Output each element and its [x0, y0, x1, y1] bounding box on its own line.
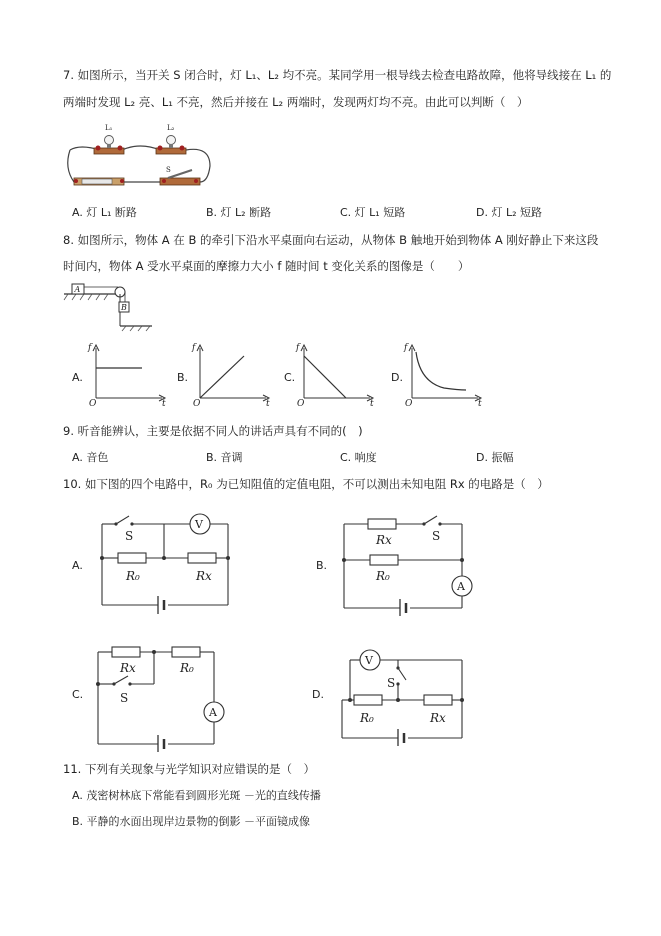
q10-d-rx: Rx [430, 711, 446, 725]
q8-graph-c-curve [304, 356, 346, 398]
q8-graph-c-o: O [297, 399, 305, 409]
q9-option-d[interactable]: D. 振幅 [476, 451, 514, 464]
q8-graph-b-label[interactable]: B. [177, 371, 189, 384]
q11-stem: 11. 下列有关现象与光学知识对应错误的是（ ） [63, 762, 315, 776]
q10-d-r0: R₀ [360, 711, 374, 725]
q11-option-a[interactable]: A. 茂密树林底下常能看到圆形光斑 －光的直线传播 [72, 789, 321, 802]
q8-graph-a[interactable] [88, 342, 168, 409]
q8-graph-d-t: t [478, 399, 482, 409]
q7-fig-switch-label: S [166, 166, 171, 174]
q10-b-meter: A [457, 580, 465, 593]
q8-graph-a-t: t [162, 399, 166, 409]
q10-circuit-d[interactable] [336, 640, 476, 750]
q9-option-c[interactable]: C. 响度 [340, 451, 377, 464]
q10-circuit-c[interactable] [92, 640, 242, 752]
q8-graph-c-t: t [370, 399, 374, 409]
q7-stem-line2: 两端时发现 L₂ 亮、L₁ 不亮，然后并接在 L₂ 两端时，发现两灯均不亮。由此可以判断（ ） [63, 95, 529, 109]
q11-option-b[interactable]: B. 平静的水面出现岸边景物的倒影 －平面镜成像 [72, 815, 311, 828]
q8-graph-d-curve [416, 352, 466, 390]
q8-graph-d-label[interactable]: D. [391, 371, 403, 384]
q8-fig-block-b: B [121, 303, 127, 312]
q10-b-r0: R₀ [376, 569, 390, 583]
q10-c-meter: A [209, 706, 217, 719]
q8-table-figure [62, 280, 162, 332]
q7-stem-line1: 7. 如图所示，当开关 S 闭合时，灯 L₁、L₂ 均不亮。某同学用一根导线去检查电路故障，他将导线接在 L₁ 的 [63, 68, 612, 82]
q8-graph-b-t: t [266, 399, 270, 409]
q8-graph-d-o: O [405, 399, 413, 409]
q10-c-switch: S [120, 691, 129, 705]
q8-graph-a-label[interactable]: A. [72, 371, 83, 384]
q8-graph-b-curve [200, 356, 244, 398]
q8-stem-line1: 8. 如图所示，物体 A 在 B 的牵引下沿水平桌面向右运动，从物体 B 触地开始到物体 A 刚好静止下来这段 [63, 233, 599, 247]
q7-circuit-figure [60, 120, 220, 192]
q10-b-rx: Rx [376, 533, 392, 547]
q8-graph-a-f: f [88, 343, 92, 353]
q8-graph-d-f: f [404, 343, 408, 353]
q10-c-rx: Rx [120, 661, 136, 675]
q9-stem: 9. 听音能辨认，主要是依据不同人的讲话声具有不同的( ) [63, 424, 363, 438]
q7-option-d[interactable]: D. 灯 L₂ 短路 [476, 206, 542, 219]
q10-circuit-a-label[interactable]: A. [72, 559, 83, 572]
q7-fig-l2-label: L₂ [167, 124, 175, 132]
q8-graph-b-o: O [193, 399, 201, 409]
q10-a-switch: S [125, 529, 134, 543]
q10-circuit-c-label[interactable]: C. [72, 688, 84, 701]
q9-option-a[interactable]: A. 音色 [72, 451, 109, 464]
q9-option-b[interactable]: B. 音调 [206, 451, 243, 464]
q10-a-meter: V [195, 518, 203, 531]
q10-b-switch: S [432, 529, 441, 543]
q8-graph-c-f: f [296, 343, 300, 353]
q7-option-a[interactable]: A. 灯 L₁ 断路 [72, 206, 137, 219]
q7-option-b[interactable]: B. 灯 L₂ 断路 [206, 206, 272, 219]
q10-c-r0: R₀ [180, 661, 194, 675]
q8-graph-b-f: f [192, 343, 196, 353]
q8-fig-block-a: A [74, 285, 81, 294]
q10-circuit-b-label[interactable]: B. [316, 559, 328, 572]
q10-a-rx: Rx [196, 569, 212, 583]
q10-d-switch: S [387, 676, 396, 690]
q8-stem-line2: 时间内，物体 A 受水平桌面的摩擦力大小 f 随时间 t 变化关系的图像是（ ） [63, 259, 470, 273]
q10-a-r0: R₀ [126, 569, 140, 583]
q10-circuit-b[interactable] [338, 510, 478, 615]
q8-graph-c[interactable] [296, 342, 376, 409]
q7-option-c[interactable]: C. 灯 L₁ 短路 [340, 206, 406, 219]
q8-graph-a-o: O [89, 399, 97, 409]
q10-d-meter: V [365, 654, 373, 667]
q8-graph-b[interactable] [192, 342, 272, 409]
q8-graph-d[interactable] [404, 342, 484, 409]
q10-stem: 10. 如下图的四个电路中，R₀ 为已知阻值的定值电阻，不可以测出未知电阻 Rx 的电路是（ ） [63, 477, 549, 491]
q8-graph-c-label[interactable]: C. [284, 371, 296, 384]
q7-fig-l1-label: L₁ [105, 124, 113, 132]
q10-circuit-a[interactable] [96, 510, 236, 615]
q10-circuit-d-label[interactable]: D. [312, 688, 324, 701]
